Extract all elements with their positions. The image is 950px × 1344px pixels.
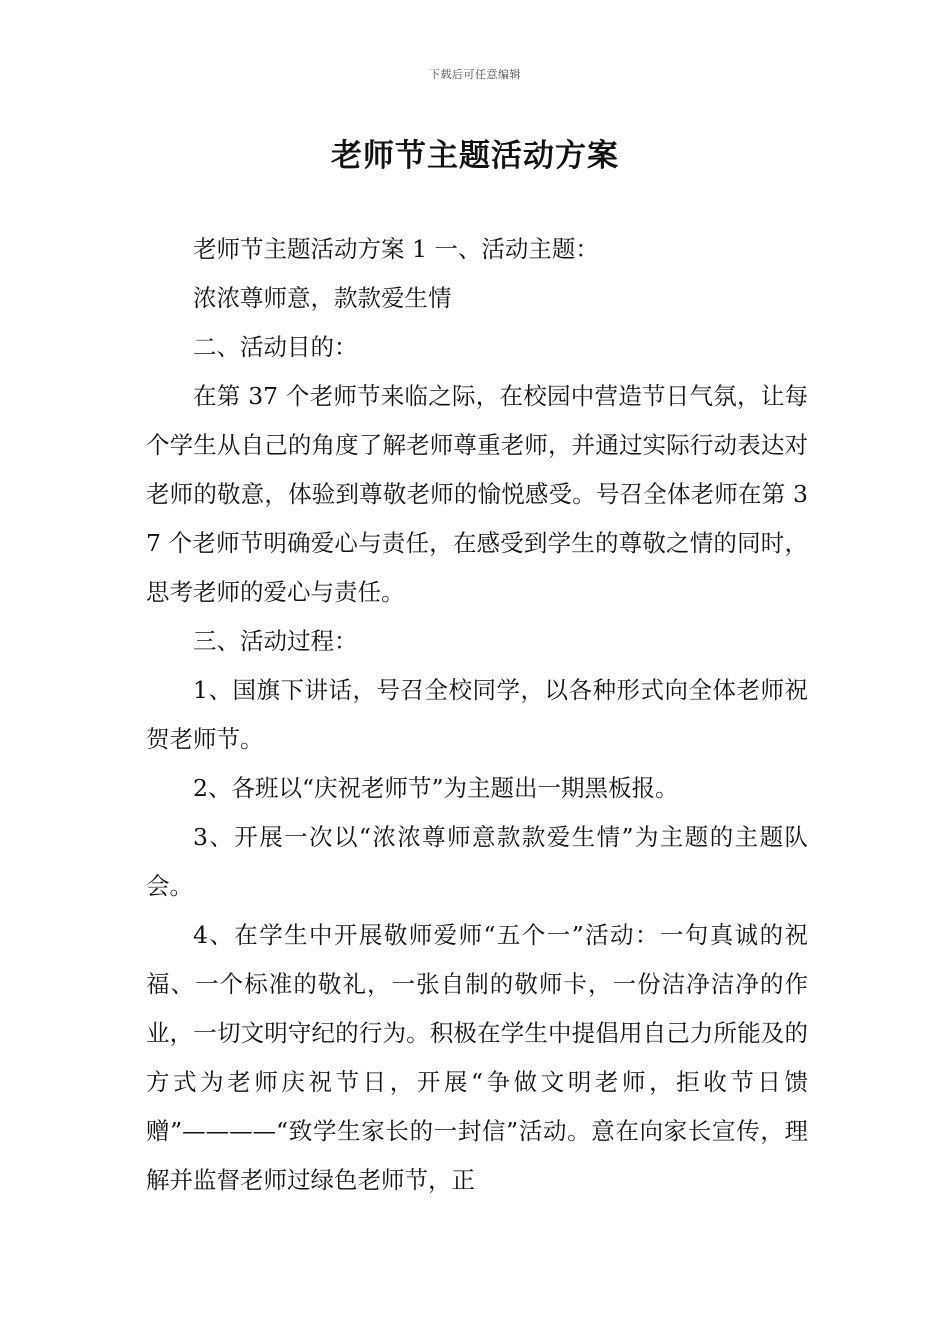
paragraph-theme: 浓浓尊师意，款款爱生情 (193, 284, 452, 312)
document-title: 老师节主题活动方案 (331, 138, 619, 174)
paragraph-process-item-1: 1、国旗下讲话，号召全校同学，以各种形式向全体老师祝贺老师节。 (146, 676, 808, 753)
header-note: 下载后可任意编辑 (429, 68, 521, 81)
paragraph-process-item-4: 4、在学生中开展敬师爱师“五个一”活动：一句真诚的祝福、一个标准的敬礼，一张自制的敬师卡，一份洁净洁净的作业，一切文明守纪的行为。积极在学生中提倡用自己力所能及的方式为老师庆祝节日，开展“争做文明老师，拒收节日馈赠”————“致学生家长的一封信”活动。意在向家长宣传，理解并监督老师过绿色老师节，正 (146, 921, 808, 1194)
paragraph-purpose: 在第 37 个老师节来临之际，在校园中营造节日气氛，让每个学生从自己的角度了解老师尊重老师，并通过实际行动表达对老师的敬意，体验到尊敬老师的愉悦感受。号召全体老师在第 37 个老师节明确爱心与责任，在感受到学生的尊敬之情的同时，思考老师的爱心与责任。 (146, 382, 808, 606)
document-body (146, 225, 808, 1205)
paragraph-purpose-heading: 二、活动目的： (193, 333, 358, 361)
paragraph-process-item-2: 2、各班以“庆祝老师节”为主题出一期黑板报。 (193, 774, 679, 802)
paragraph-theme-heading: 老师节主题活动方案 1 一、活动主题： (193, 235, 599, 263)
paragraph-process-heading: 三、活动过程： (193, 627, 358, 655)
paragraph-process-item-3: 3、开展一次以“浓浓尊师意款款爱生情”为主题的主题队会。 (146, 823, 808, 900)
